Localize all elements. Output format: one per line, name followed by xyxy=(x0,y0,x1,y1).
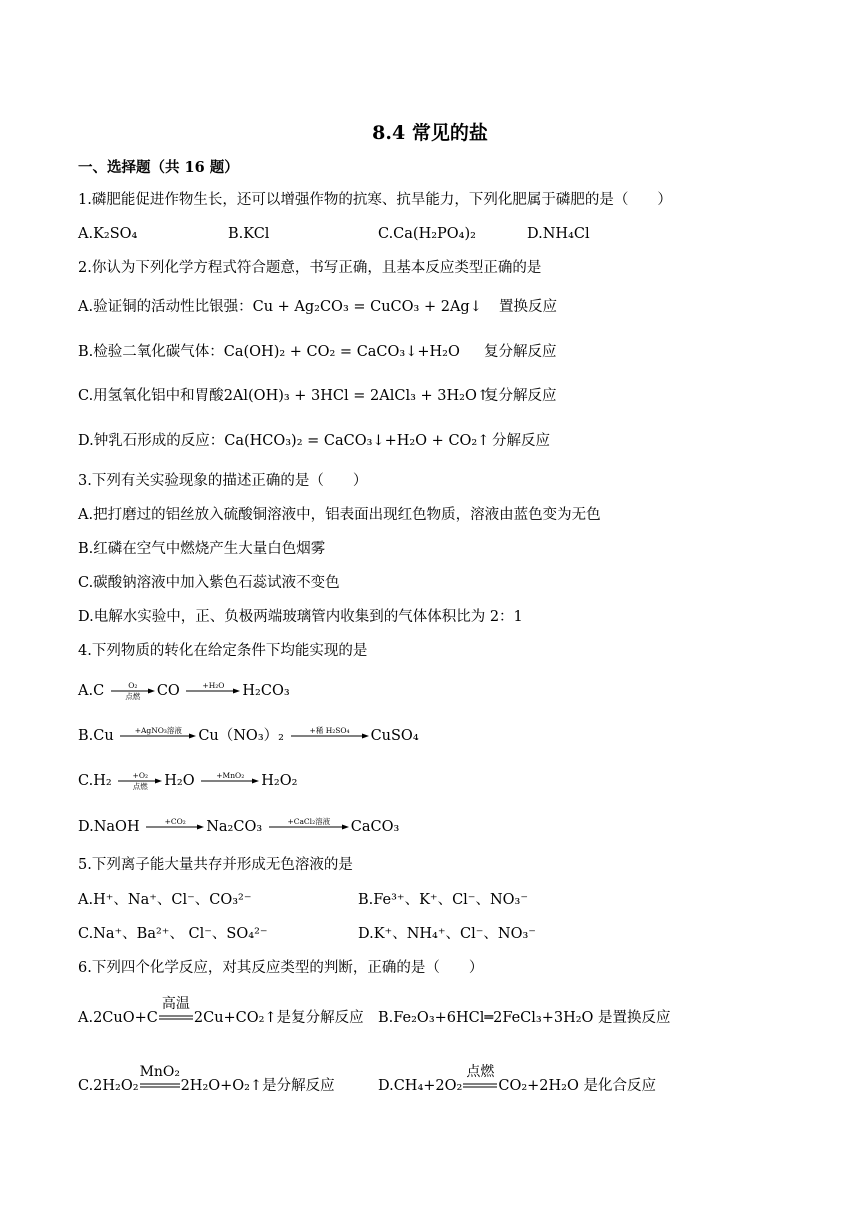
q2-option-b xyxy=(78,342,460,362)
q4-a-species-2: CO xyxy=(156,683,180,699)
q4-option-b xyxy=(78,725,419,747)
q6-c-right: 2H₂O+O₂↑是分解反应 xyxy=(180,1078,335,1094)
q2-b-type: 复分解反应 xyxy=(484,344,557,360)
q4-d-species-2: Na₂CO₃ xyxy=(206,819,263,835)
q3-option-d: D.电解水实验中，正、负极两端玻璃管内收集到的气体体积比为 2：1 xyxy=(78,609,523,625)
reaction-arrow xyxy=(291,725,369,747)
reaction-arrow xyxy=(186,680,240,702)
q5-option-b: B.Fe³⁺、K⁺、Cl⁻、NO₃⁻ xyxy=(358,892,528,908)
q5-option-d: D.K⁺、NH₄⁺、Cl⁻、NO₃⁻ xyxy=(358,926,536,942)
double-equals-sign xyxy=(159,996,193,1028)
q1-option-a: A.K₂SO₄ xyxy=(78,226,138,242)
arrow-condition-top: +稀 H₂SO₄ xyxy=(309,726,350,735)
q4-a-species-1: C xyxy=(93,683,105,699)
q2-a-prefix: A.验证铜的活动性比银强： xyxy=(78,299,253,315)
section-heading: 一、选择题（共 16 题） xyxy=(78,159,239,176)
arrow-condition-bottom: 点燃 xyxy=(132,782,148,791)
reaction-arrow xyxy=(269,816,349,838)
page-title: 8.4 常见的盐 xyxy=(372,122,488,144)
q5-option-a: A.H⁺、Na⁺、Cl⁻、CO₃²⁻ xyxy=(78,892,252,908)
q2-a-equation: Cu + Ag₂CO₃ = CuCO₃ + 2Ag↓ xyxy=(252,299,482,315)
arrow-condition-top: +CaCl₂溶液 xyxy=(287,817,331,826)
q4-b-label: B. xyxy=(78,728,94,744)
q2-stem: 2.你认为下列化学方程式符合题意，书写正确，且基本反应类型正确的是 xyxy=(78,260,542,276)
reaction-arrow xyxy=(111,680,155,702)
q1-option-d: D.NH₄Cl xyxy=(527,226,590,242)
condition-label: 高温 xyxy=(161,996,190,1012)
q2-option-c xyxy=(78,386,489,406)
q3-option-a: A.把打磨过的铝丝放入硫酸铜溶液中，铝表面出现红色物质，溶液由蓝色变为无色 xyxy=(78,507,601,523)
arrow-condition-top: O₂ xyxy=(128,681,138,690)
q4-a-species-3: H₂CO₃ xyxy=(242,683,290,699)
reaction-arrow xyxy=(118,770,162,792)
arrow-condition-top: +MnO₂ xyxy=(216,771,245,780)
q2-c-prefix: C.用氢氧化铝中和胃酸 xyxy=(78,388,224,404)
q2-option-d xyxy=(78,431,489,451)
q2-c-equation: 2Al(OH)₃ + 3HCl = 2AlCl₃ + 3H₂O↑ xyxy=(223,388,489,404)
q4-a-label: A. xyxy=(78,683,94,699)
condition-label: 点燃 xyxy=(466,1064,495,1080)
q4-b-species-2: Cu（NO₃）₂ xyxy=(198,728,284,744)
reaction-arrow xyxy=(120,725,196,747)
q4-d-species-1: NaOH xyxy=(93,819,140,835)
q4-b-species-1: Cu xyxy=(93,728,114,744)
q2-c-type: 复分解反应 xyxy=(484,388,557,404)
q6-c-left: C.2H₂O₂ xyxy=(78,1078,139,1094)
q4-c-species-2: H₂O xyxy=(164,773,195,789)
arrow-condition-top: +H₂O xyxy=(202,681,225,690)
q6-option-b: B.Fe₂O₃+6HCl═2FeCl₃+3H₂O 是置换反应 xyxy=(378,1010,671,1026)
arrow-condition-top: +AgNO₃溶液 xyxy=(134,726,182,735)
q6-stem: 6.下列四个化学反应，对其反应类型的判断，正确的是（ ） xyxy=(78,960,484,976)
q4-c-label: C. xyxy=(78,773,94,789)
q3-option-c: C.碳酸钠溶液中加入紫色石蕊试液不变色 xyxy=(78,575,340,591)
reaction-arrow xyxy=(146,816,204,838)
q6-option-a xyxy=(78,996,364,1028)
q5-option-c: C.Na⁺、Ba²⁺、 Cl⁻、SO₄²⁻ xyxy=(78,926,268,942)
q6-option-c xyxy=(78,1064,335,1096)
double-equals-sign xyxy=(139,1064,181,1096)
arrow-condition-top: +O₂ xyxy=(132,771,148,780)
q1-option-c: C.Ca(H₂PO₄)₂ xyxy=(378,226,476,242)
arrow-condition-bottom: 点燃 xyxy=(125,692,141,701)
q2-d-type: 分解反应 xyxy=(492,433,550,449)
q4-d-label: D. xyxy=(78,819,94,835)
q2-b-equation: Ca(OH)₂ + CO₂ = CaCO₃↓+H₂O xyxy=(223,344,460,360)
double-equals-sign xyxy=(463,1064,497,1096)
q6-option-d xyxy=(378,1064,656,1096)
q2-a-type: 置换反应 xyxy=(499,299,557,315)
condition-label: MnO₂ xyxy=(139,1064,181,1080)
q6-a-left: A.2CuO+C xyxy=(78,1010,158,1026)
q2-d-prefix: D.钟乳石形成的反应： xyxy=(78,433,225,449)
q6-d-right: CO₂+2H₂O 是化合反应 xyxy=(498,1078,656,1094)
q2-d-equation: Ca(HCO₃)₂ = CaCO₃↓+H₂O + CO₂↑ xyxy=(224,433,490,449)
q4-c-species-3: H₂O₂ xyxy=(261,773,298,789)
q4-option-c xyxy=(78,770,297,792)
q6-a-right: 2Cu+CO₂↑是复分解反应 xyxy=(193,1010,364,1026)
q4-stem: 4.下列物质的转化在给定条件下均能实现的是 xyxy=(78,643,368,659)
arrow-condition-top: +CO₂ xyxy=(164,817,186,826)
q2-b-prefix: B.检验二氧化碳气体： xyxy=(78,344,224,360)
q3-stem: 3.下列有关实验现象的描述正确的是（ ） xyxy=(78,473,368,489)
q4-option-d xyxy=(78,816,399,838)
q4-c-species-1: H₂ xyxy=(93,773,112,789)
q4-d-species-3: CaCO₃ xyxy=(350,819,400,835)
q1-stem: 1.磷肥能促进作物生长，还可以增强作物的抗寒、抗旱能力，下列化肥属于磷肥的是（ ） xyxy=(78,192,672,208)
q5-stem: 5.下列离子能大量共存并形成无色溶液的是 xyxy=(78,857,353,873)
q4-b-species-3: CuSO₄ xyxy=(370,728,419,744)
q1-option-b: B.KCl xyxy=(228,226,270,242)
q4-option-a xyxy=(78,680,290,702)
q6-d-left: D.CH₄+2O₂ xyxy=(378,1078,463,1094)
reaction-arrow xyxy=(201,770,259,792)
q3-option-b: B.红磷在空气中燃烧产生大量白色烟雾 xyxy=(78,541,326,557)
q2-option-a xyxy=(78,297,482,317)
